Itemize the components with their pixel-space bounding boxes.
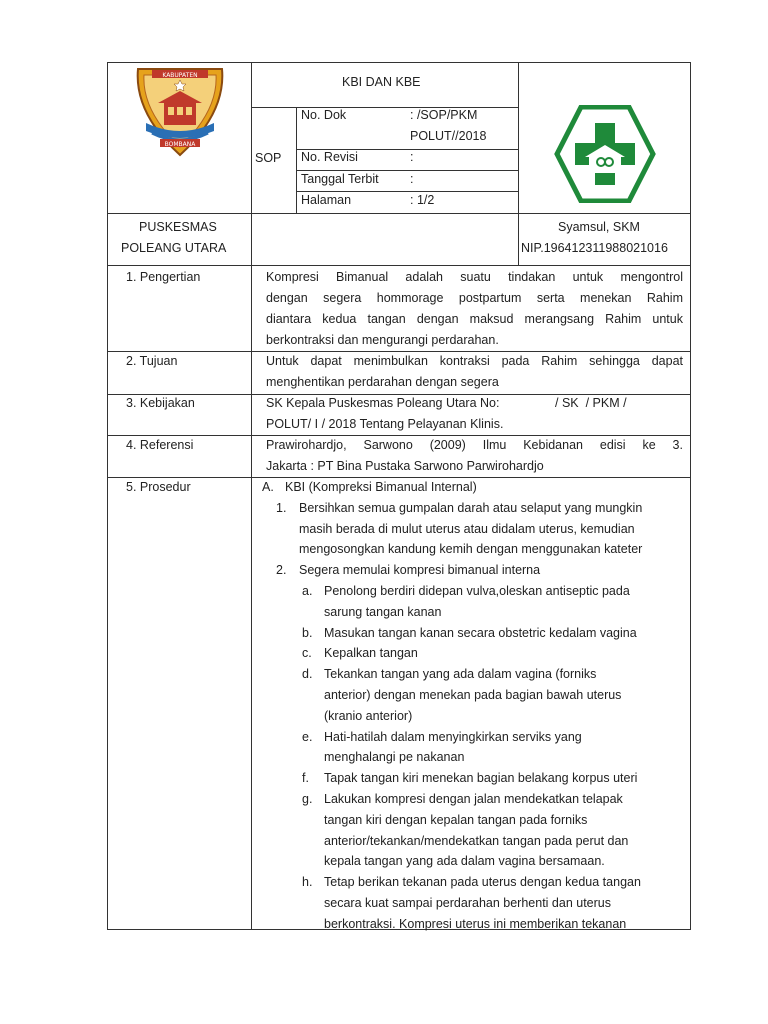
prosedur-item: [262, 581, 686, 602]
prosedur-item: [262, 768, 686, 789]
prosedur-item: [262, 914, 686, 935]
kebijakan-text: [266, 393, 683, 435]
prosedur-item-number: e.: [302, 729, 313, 744]
section-label-kebijakan: 3. Kebijakan: [126, 396, 195, 410]
prosedur-item: [262, 477, 686, 498]
prosedur-item: [262, 872, 686, 893]
prosedur-item: [262, 664, 686, 685]
prosedur-list: [262, 477, 686, 935]
prosedur-item-text: Kepalkan tangan: [324, 646, 418, 661]
tujuan-text: [266, 351, 683, 393]
prosedur-item: [262, 706, 686, 727]
prosedur-item: [262, 519, 686, 540]
prosedur-item: [262, 623, 686, 644]
pengertian-line: diantara kedua tangan dengan maksud merangsang Rahim untuk: [266, 312, 683, 326]
prosedur-item-text: Segera memulai kompresi bimanual interna: [299, 563, 541, 578]
referensi-line: Jakarta : PT Bina Pustaka Sarwono Parwirohardjo: [266, 459, 544, 473]
prosedur-item: [262, 747, 686, 768]
prosedur-item-number: g.: [302, 791, 313, 806]
prosedur-item-text: berkontraksi. Kompresi uterus ini memberikan tekanan: [324, 916, 627, 931]
prosedur-item-text: Lakukan kompresi dengan jalan mendekatkan telapak: [324, 791, 623, 806]
prosedur-item-text: menghalangi pe nakanan: [324, 750, 465, 765]
kebijakan-line: POLUT/ I / 2018 Tentang Pelayanan Klinis.: [266, 417, 504, 431]
prosedur-item-text: Tetap berikan tekanan pada uterus dengan kedua tangan: [324, 875, 641, 890]
prosedur-item: [262, 810, 686, 831]
prosedur-item-number: 2.: [276, 563, 287, 578]
tanggal-terbit-value: :: [410, 172, 414, 186]
no-revisi-label: No. Revisi: [301, 150, 358, 164]
org-name-line2: POLEANG UTARA: [121, 241, 227, 255]
prosedur-item-text: Masukan tangan kanan secara obstetric kedalam vagina: [324, 625, 637, 640]
signer-nip: NIP.196412311988021016: [521, 241, 668, 255]
no-dok-value-2: POLUT//2018: [410, 129, 487, 143]
prosedur-item-number: a.: [302, 583, 313, 598]
prosedur-item-number: A.: [262, 480, 274, 494]
bombana-logo: [130, 63, 230, 159]
section-label-prosedur: 5. Prosedur: [126, 480, 191, 494]
prosedur-item-text: Bersihkan semua gumpalan darah atau selaput yang mungkin: [299, 500, 643, 515]
prosedur-item-text: tangan kiri dengan kepalan tangan pada forniks: [324, 812, 588, 827]
prosedur-item-text: Penolong berdiri didepan vulva,oleskan antiseptic pada: [324, 583, 630, 598]
halaman-value: : 1/2: [410, 193, 435, 207]
prosedur-item-text: anterior/tekankan/mendekatkan tangan pada perut dan: [324, 833, 629, 848]
prosedur-item: [262, 789, 686, 810]
prosedur-item-text: masih berada di mulut uterus atau didalam uterus, kemudian: [299, 521, 635, 536]
tujuan-line: Untuk dapat menimbulkan kontraksi pada Rahim sehingga dapat: [266, 354, 683, 368]
prosedur-item: [262, 851, 686, 872]
prosedur-item-number: b.: [302, 625, 313, 640]
document-title: KBI DAN KBE: [342, 75, 421, 89]
prosedur-item-number: f.: [302, 771, 309, 786]
tanggal-terbit-label: Tanggal Terbit: [301, 172, 379, 186]
sop-label: SOP: [255, 151, 282, 165]
prosedur-item-text: Tekankan tangan yang ada dalam vagina (forniks: [324, 667, 597, 682]
prosedur-item: [262, 831, 686, 852]
referensi-line: Prawirohardjo, Sarwono (2009) Ilmu Kebidanan edisi ke 3.: [266, 438, 683, 452]
prosedur-item-text: Hati-hatilah dalam menyingkirkan serviks yang: [324, 729, 582, 744]
pengertian-line: berkontraksi dan mengurangi perdarahan.: [266, 333, 499, 347]
pengertian-line: dengan segera hommorage postpartum serta menekan Rahim: [266, 291, 683, 305]
prosedur-item-text: sarung tangan kanan: [324, 604, 442, 619]
no-dok-label: No. Dok: [301, 108, 347, 122]
puskesmas-logo: [553, 105, 657, 203]
prosedur-item-number: c.: [302, 646, 312, 661]
prosedur-item-text: (kranio anterior): [324, 708, 413, 723]
prosedur-item-text: anterior) dengan menekan pada bagian bawah uterus: [324, 687, 622, 702]
prosedur-item: [262, 643, 686, 664]
prosedur-item-text: mengosongkan kandung kemih dengan menggunakan kateter: [299, 542, 643, 557]
prosedur-item: [262, 602, 686, 623]
tujuan-line: menghentikan perdarahan dengan segera: [266, 375, 499, 389]
prosedur-item: [262, 685, 686, 706]
prosedur-item-number: d.: [302, 667, 313, 682]
prosedur-item-text: KBI (Kompreksi Bimanual Internal): [285, 480, 477, 494]
prosedur-item: [262, 539, 686, 560]
prosedur-item: [262, 560, 686, 581]
section-label-tujuan: 2. Tujuan: [126, 354, 178, 368]
prosedur-item: [262, 893, 686, 914]
prosedur-item-number: h.: [302, 875, 313, 890]
pengertian-text: [266, 267, 683, 351]
halaman-label: Halaman: [301, 193, 352, 207]
section-label-referensi: 4. Referensi: [126, 438, 194, 452]
referensi-text: [266, 435, 683, 477]
org-name-line1: PUSKESMAS: [139, 220, 217, 234]
no-dok-value: : /SOP/PKM: [410, 108, 478, 122]
prosedur-item: [262, 727, 686, 748]
prosedur-item-text: Tapak tangan kiri menekan bagian belakang korpus uteri: [324, 771, 638, 786]
logo-text-top: KABUPATEN: [162, 72, 198, 79]
no-revisi-value: :: [410, 150, 414, 164]
signer-name: Syamsul, SKM: [558, 220, 640, 234]
logo-text-bottom: BOMBANA: [164, 141, 196, 148]
prosedur-item-text: secara kuat sampai perdarahan berhenti dan uterus: [324, 895, 611, 910]
prosedur-item-number: 1.: [276, 500, 287, 515]
pengertian-line: Kompresi Bimanual adalah suatu tindakan untuk mengontrol: [266, 270, 683, 284]
kebijakan-line: SK Kepala Puskesmas Poleang Utara No: / SK / PKM /: [266, 396, 627, 410]
prosedur-item-text: kepala tangan yang ada dalam vagina bersamaan.: [324, 854, 605, 869]
prosedur-item: [262, 498, 686, 519]
section-label-pengertian: 1. Pengertian: [126, 270, 201, 284]
